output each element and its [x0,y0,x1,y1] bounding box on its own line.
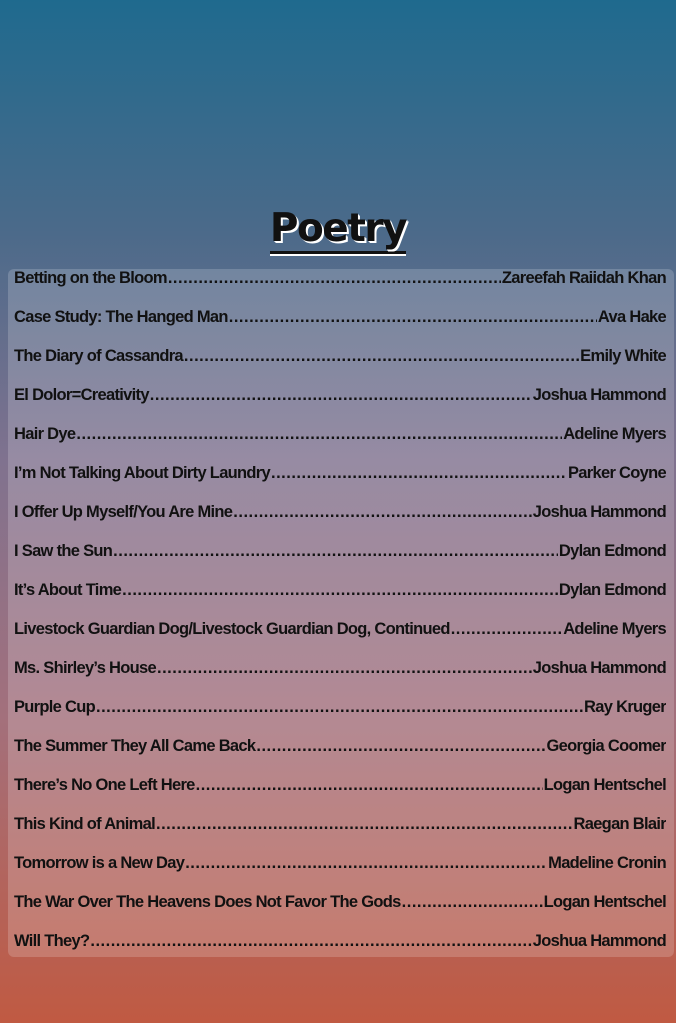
entry-title: Case Study: The Hanged Man [14,308,228,326]
dot-leader [150,386,532,405]
entry-title: There’s No One Left Here [14,776,195,794]
toc-entry [14,737,666,767]
toc-entry [14,503,666,533]
entry-title: Will They? [14,932,90,950]
entry-title: Tomorrow is a New Day [14,854,185,872]
dot-leader [271,464,567,483]
entry-title: Betting on the Bloom [14,269,167,287]
dot-leader [156,815,573,834]
dot-leader [96,698,583,717]
table-of-contents [8,269,674,957]
entry-author: Dylan Edmond [558,581,666,599]
entry-title: This Kind of Animal [14,815,156,833]
dot-leader [196,776,543,795]
entry-author: Joshua Hammond [532,386,666,404]
toc-entry [14,776,666,806]
entry-title: The War Over The Heavens Does Not Favor The Gods [14,893,401,911]
entry-author: Adeline Myers [563,620,666,638]
entry-title: Ms. Shirley’s House [14,659,156,677]
toc-entry [14,542,666,572]
toc-entry [14,932,666,962]
entry-author: Ava Hake [597,308,666,326]
toc-entry [14,620,666,650]
entry-author: Madeline Cronin [548,854,666,872]
dot-leader [168,269,501,288]
toc-entry [14,308,666,338]
dot-leader [185,854,547,873]
dot-leader [233,503,531,522]
entry-author: Joshua Hammond [532,659,666,677]
entry-title: Livestock Guardian Dog/Livestock Guardian Dog, Continued [14,620,450,638]
dot-leader [184,347,579,366]
entry-author: Joshua Hammond [532,932,666,950]
entry-title: I Offer Up Myself/You Are Mine [14,503,233,521]
toc-entry [14,659,666,689]
entry-title: I’m Not Talking About Dirty Laundry [14,464,271,482]
entry-title: It’s About Time [14,581,122,599]
entry-title: I Saw the Sun [14,542,113,560]
toc-entry [14,893,666,923]
entry-author: Zareefah Raiidah Khan [501,269,666,287]
page-title-text: Poetry [270,206,406,254]
toc-entry [14,386,666,416]
toc-entry [14,854,666,884]
entry-title: Hair Dye [14,425,76,443]
entry-title: The Diary of Cassandra [14,347,183,365]
dot-leader [256,737,545,756]
toc-entry [14,347,666,377]
entry-author: Logan Hentschel [543,776,666,794]
toc-entry [14,269,666,299]
entry-author: Georgia Coomer [546,737,666,755]
dot-leader [90,932,531,951]
entry-author: Dylan Edmond [558,542,666,560]
toc-entry [14,464,666,494]
dot-leader [451,620,563,639]
toc-entry [14,425,666,455]
entry-author: Parker Coyne [568,464,666,482]
entry-title: El Dolor=Creativity [14,386,149,404]
entry-author: Ray Kruger [584,698,666,716]
toc-entry [14,698,666,728]
dot-leader [76,425,562,444]
dot-leader [229,308,597,327]
entry-author: Emily White [580,347,666,365]
dot-leader [113,542,558,561]
dot-leader [122,581,558,600]
entry-author: Logan Hentschel [543,893,666,911]
entry-author: Raegan Blair [573,815,666,833]
entry-title: The Summer They All Came Back [14,737,256,755]
toc-entry [14,815,666,845]
page-title [0,206,676,251]
entry-author: Joshua Hammond [532,503,666,521]
entry-author: Adeline Myers [563,425,666,443]
dot-leader [157,659,532,678]
dot-leader [402,893,543,912]
toc-entry [14,581,666,611]
entry-title: Purple Cup [14,698,96,716]
